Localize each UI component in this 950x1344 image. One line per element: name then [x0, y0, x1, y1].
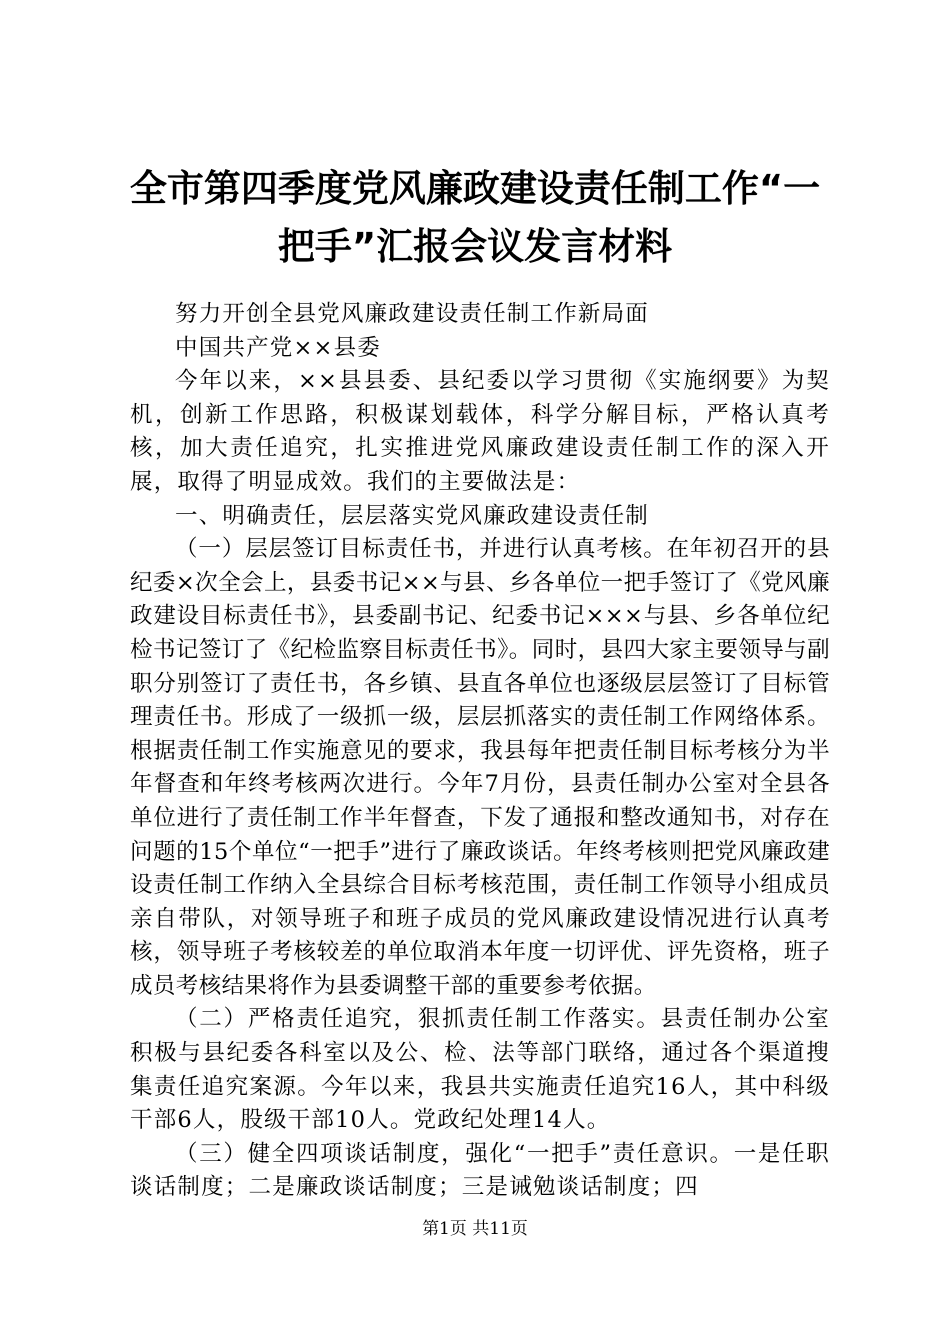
body-paragraph: （一）层层签订目标责任书，并进行认真考核。在年初召开的县纪委×次全会上，县委书记××与县、乡各单位一把手签订了《党风廉政建设目标责任书》，县委副书记、纪委书记×××与县、乡各单位纪检书记签订了《纪检监察目标责任书》。同时，县四大家主要领导与副职分别签订了责任书，各乡镇、县直各单位也逐级层层签订了目标管理责任书。形成了一级抓一级，层层抓落实的责任制工作网络体系。根据责任制工作实施意见的要求，我县每年把责任制目标考核分为半年督查和年终考核两次进行。今年7月份，县责任制办公室对全县各单位进行了责任制工作半年督查，下发了通报和整改通知书，对存在问题的15个单位“一把手”进行了廉政谈话。年终考核则把党风廉政建设责任制工作纳入全县综合目标考核范围，责任制工作领导小组成员亲自带队，对领导班子和班子成员的党风廉政建设情况进行认真考核，领导班子考核较差的单位取消本年度一切评优、评先资格，班子成员考核结果将作为县委调整干部的重要参考依据。	[130, 536, 830, 999]
subtitle-paragraph: 努力开创全县党风廉政建设责任制工作新局面	[175, 301, 650, 327]
body-paragraph: （三）健全四项谈话制度，强化“一把手”责任意识。一是任职谈话制度；二是廉政谈话制度；三是诫勉谈话制度；四	[130, 1140, 830, 1201]
document-title: 全市第四季度党风廉政建设责任制工作“一把手”汇报会议发言材料	[129, 167, 821, 268]
section-heading: 一、明确责任，层层落实党风廉政建设责任制	[175, 502, 650, 529]
body-paragraph: （二）严格责任追究，狠抓责任制工作落实。县责任制办公室积极与县纪委各科室以及公、检、法等部门联络，通过各个渠道搜集责任追究案源。今年以来，我县共实施责任追究16人，其中科级干部6人，股级干部10人。党政纪处理14人。	[130, 1006, 830, 1134]
intro-paragraph: 今年以来，××县县委、县纪委以学习贯彻《实施纲要》为契机，创新工作思路，积极谋划载体，科学分解目标，严格认真考核，加大责任追究，扎实推进党风廉政建设责任制工作的深入开展，取得了明显成效。我们的主要做法是：	[130, 368, 830, 495]
author-paragraph: 中国共产党××县委	[175, 334, 382, 361]
page-number-footer: 第1页 共11页	[422, 1219, 528, 1239]
document-body	[130, 298, 830, 1205]
